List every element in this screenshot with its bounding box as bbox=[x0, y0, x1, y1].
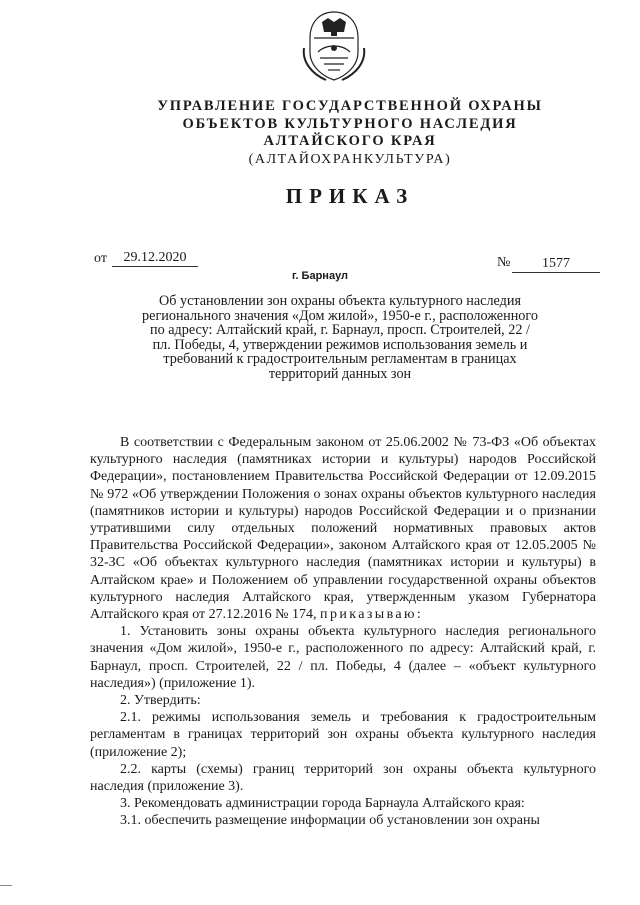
org-line-3: АЛТАЙСКОГО КРАЯ bbox=[263, 133, 437, 149]
page-edge-mark bbox=[0, 885, 12, 886]
city: г. Барнаул bbox=[291, 270, 349, 282]
item-paragraph: 1. Установить зоны охраны объекта культурного наследия регионального значения «Дом жилой», 1950-е г., расположенного по адресу: Алтайский край, г. Барнаул, просп. Строителей, 22 / пл. Победы, 4 (далее – «объект культурного наследия») (приложение 1). bbox=[90, 624, 596, 691]
item-paragraph: 3. Рекомендовать администрации города Барнаула Алтайского края: bbox=[120, 796, 525, 812]
org-line-1: УПРАВЛЕНИЕ ГОСУДАРСТВЕННОЙ ОХРАНЫ bbox=[157, 98, 543, 114]
organization-name bbox=[150, 98, 550, 168]
document-number: 1577 bbox=[512, 257, 600, 273]
date-label: от bbox=[94, 251, 107, 266]
coat-of-arms-icon bbox=[298, 8, 370, 84]
item-paragraph: 2.2. карты (схемы) границ территорий зон охраны объекта культурного наследия (приложение 3). bbox=[90, 761, 596, 795]
document-subject: Об установлении зон охраны объекта культурного наследия регионального значения «Дом жилой», 1950-е г., расположенного по адресу: Алтайский край, г. Барнаул, просп. Строителей, 22 / пл. Победы, 4, утверждении режимов использования земель и требований к градостроительным регламентам в границах территорий данных зон bbox=[142, 293, 538, 382]
document-type-title: ПРИКАЗ bbox=[285, 184, 415, 208]
preamble-paragraph bbox=[90, 434, 596, 623]
item-paragraph: 2.1. режимы использования земель и требования к градостроительным регламентам в границах территорий зон охраны объекта культурного наследия (приложение 2); bbox=[90, 710, 596, 760]
number-label: № bbox=[497, 255, 511, 270]
order-word: приказываю: bbox=[320, 607, 424, 623]
org-abbreviation: (АЛТАЙОХРАНКУЛЬТУРА) bbox=[248, 151, 452, 167]
document-body bbox=[90, 434, 596, 830]
document-date: 29.12.2020 bbox=[112, 251, 198, 267]
preamble-text: В соответствии с Федеральным законом от 25.06.2002 № 73-ФЗ «Об объектах культурного наследия (памятниках истории и культуры) народов Российской Федерации», постановлением Правительства Российской Федерации от 12.09.2015 № 972 «Об утверждении Положения о зонах охраны объектов культурного наследия (памятников истории и культуры) народов Российской Федерации и о признании утратившими силу отдельных положений нормативных правовых актов Правительства Российской Федерации», законом Алтайского края от 12.05.2005 № 32-ЗС «Об объектах культурного наследия (памятниках истории и культуры) в Алтайском крае» и Положением об управлении государственной охраны объектов культурного наследия Алтайского края, утвержденным указом Губернатора Алтайского края от 27.12.2016 № 174, bbox=[90, 435, 596, 623]
item-paragraph: 3.1. обеспечить размещение информации об установлении зон охраны bbox=[120, 813, 540, 829]
org-line-2: ОБЪЕКТОВ КУЛЬТУРНОГО НАСЛЕДИЯ bbox=[182, 115, 518, 132]
item-paragraph: 2. Утвердить: bbox=[120, 693, 201, 709]
